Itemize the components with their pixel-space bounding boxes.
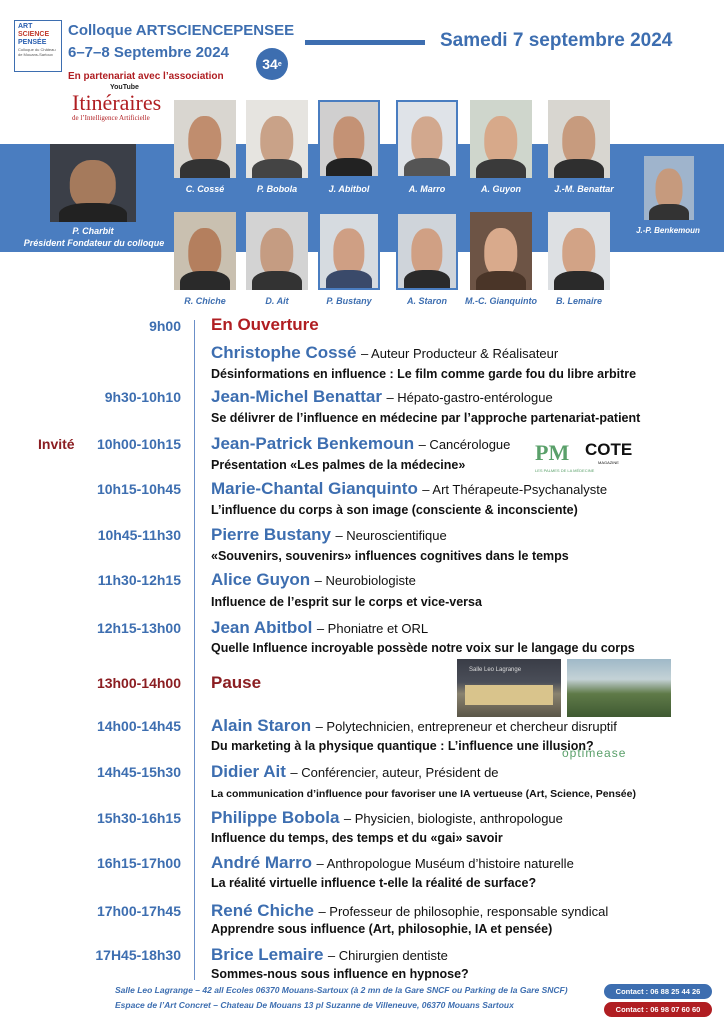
logo-line-pensee: PENSÉE [18,39,47,46]
speaker-photo [246,212,308,290]
session-time: 17h00-17h45 [96,903,181,919]
founder-role: Président Fondateur du colloque [23,238,165,248]
speaker-role: – Neurobiologiste [314,573,416,588]
talk-title: Influence du temps, des temps et du «gai» savoir [211,831,503,845]
venue-address-2: Espace de l’Art Concret – Chateau De Mouans 13 pl Suzanne de Villeneuve, 06370 Mouans Sartoux [115,1000,514,1010]
session-time: 10h15-10h45 [96,481,181,497]
session-time: 9h00 [149,318,181,334]
session-time: 11h30-12h15 [97,572,181,588]
speaker-photo [246,100,308,178]
speaker-role: – Cancérologue [418,437,511,452]
session-speaker [211,525,447,545]
speaker-role: – Phoniatre et ORL [316,621,429,636]
talk-title: L’influence du corps à son image (consciente & inconsciente) [211,503,578,517]
speaker-photo [644,156,694,220]
speaker-role: – Physicien, biologiste, anthropologue [343,811,563,826]
speaker-caption: J.-P. Benkemoun [636,226,700,235]
speaker-caption: B. Lemaire [555,296,603,306]
founder-name: P. Charbit [72,226,114,236]
talk-title: Influence de l’esprit sur le corps et vice-versa [211,595,482,609]
talk-title: Quelle Influence incroyable possède notre voix sur le langage du corps [211,641,635,655]
session-speaker [211,762,499,782]
partner-text: En partenariat avec l’association [68,71,224,82]
speaker-caption: P. Bobola [256,184,298,194]
speaker-caption: M.-C. Gianquinto [465,296,537,306]
header-rule [305,40,425,45]
speaker-role: – Professeur de philosophie, responsable syndical [318,904,609,919]
speaker-name: Marie-Chantal Gianquinto [211,479,418,498]
speaker-photo [396,100,458,178]
talk-title: Apprendre sous influence (Art, philosophie, IA et pensée) [211,922,553,936]
cote-magazine-sub: MAGAZINE [598,460,619,465]
edition-badge [256,48,288,80]
talk-title: Sommes-nous sous influence en hypnose? [211,967,469,981]
speaker-photo [318,100,380,178]
session-time: 12h15-13h00 [96,620,181,636]
session-speaker [211,716,617,736]
speaker-role: – Anthropologue Muséum d’histoire naturelle [316,856,574,871]
venue-sign: Salle Leo Lagrange [469,667,522,673]
edition-number: 34 [262,56,278,72]
speaker-photo [470,212,532,290]
speaker-photo [548,212,610,290]
speaker-name: André Marro [211,853,313,872]
contact-phone-2[interactable]: Contact : 06 98 07 60 60 [604,1002,712,1017]
talk-title: Présentation «Les palmes de la médecine» [211,458,466,472]
speaker-role: – Auteur Producteur & Réalisateur [360,346,559,361]
session-speaker [211,901,608,921]
session-speaker [211,808,563,828]
partner-logo: Itinéraires [72,90,162,115]
speaker-photo [174,212,236,290]
session-time: 10h45-11h30 [97,527,181,543]
speaker-caption: P. Bustany [326,296,372,306]
logo-line-art: ART [18,23,33,30]
venue-photo [457,659,561,717]
talk-title: La réalité virtuelle influence t-elle la réalité de surface? [211,876,537,890]
optimease-logo: optimease [562,746,627,760]
logo-line-science: SCIENCE [18,31,50,38]
session-speaker [211,618,428,638]
speaker-role: – Art Thérapeute-Psychanalyste [422,482,608,497]
speaker-photo [174,100,236,178]
speaker-name: Jean Abitbol [211,618,313,637]
talk-title: Du marketing à la physique quantique : L’influence une illusion? [211,739,594,753]
logo-line-sub: Colloque du Château de Mouans-Sartoux [18,47,56,57]
session-time: 15h30-16h15 [96,810,181,826]
speaker-name: René Chiche [211,901,314,920]
chateau-photo [567,659,671,717]
session-time: 17H45-18h30 [95,947,181,963]
session-heading [211,673,261,693]
pause-title: Pause [211,673,262,692]
session-heading [211,315,319,335]
invite-label: Invité [38,436,75,452]
session-speaker [211,479,607,499]
speaker-caption: A. Staron [406,296,447,306]
session-time: 13h00-14h00 [96,675,181,691]
colloque-title: Colloque ARTSCIENCEPENSEE [68,22,295,39]
contact-phone-1[interactable]: Contact : 06 88 25 44 26 [604,984,712,999]
colloque-dates: 6–7–8 Septembre 2024 [68,44,229,61]
speaker-role: – Neuroscientifique [335,528,447,543]
session-time: 16h15-17h00 [96,855,181,871]
venue-address-1: Salle Leo Lagrange – 42 all Ecoles 06370 Mouans-Sartoux (à 2 mn de la Gare SNCF ou Parking de la Gare SNCF) [115,985,568,995]
speaker-caption: A. Guyon [481,184,521,194]
cote-magazine-logo: COTE [585,440,633,459]
session-time: 14h00-14h45 [96,718,181,734]
speaker-role: – Conférencier, auteur, Président de [290,765,499,780]
edition-suffix: e [277,60,282,68]
speaker-caption: D. Ait [265,296,289,306]
speaker-name: Pierre Bustany [211,525,331,544]
speaker-name: Christophe Cossé [211,343,357,362]
speaker-name: Alice Guyon [211,570,311,589]
session-speaker [211,387,553,407]
partner-subtitle: de l’Intelligence Artificielle [72,114,150,122]
speaker-name: Didier Ait [211,762,286,781]
talk-title: La communication d’influence pour favoriser une IA vertueuse (Art, Science, Pensée) [211,788,636,800]
speaker-caption: A. Marro [408,184,446,194]
speaker-photo [470,100,532,178]
speaker-role: – Hépato-gastro-entérologue [386,390,553,405]
session-speaker [211,343,558,363]
speaker-name: Jean-Michel Benattar [211,387,382,406]
session-time: 14h45-15h30 [96,764,181,780]
speaker-caption: J. Abitbol [328,184,370,194]
speaker-role: – Polytechnicien, entrepreneur et chercheur disruptif [315,719,617,734]
venue-windows [465,685,553,705]
session-time: 10h00-10h15 [96,436,181,452]
speaker-caption: R. Chiche [184,296,226,306]
youtube-icon: YouTube [110,84,139,91]
session-speaker [211,434,510,454]
program-divider [194,320,195,980]
speaker-caption: J.-M. Benattar [554,184,614,194]
talk-title: «Souvenirs, souvenirs» influences cognitives dans le temps [211,549,569,563]
talk-title: Désinformations en influence : Le film comme garde fou du libre arbitre [211,367,637,381]
colloque-logo [14,20,62,72]
day-title: Samedi 7 septembre 2024 [440,30,673,51]
speaker-name: Brice Lemaire [211,945,324,964]
palmes-medecine-logo: PM [535,440,570,465]
session-time: 9h30-10h10 [104,389,181,405]
speaker-name: Jean-Patrick Benkemoun [211,434,415,453]
palmes-medecine-sub: LES PALMES DE LA MÉDECINE [535,468,595,473]
speaker-name: Philippe Bobola [211,808,340,827]
session-speaker [211,853,574,873]
speaker-photo [548,100,610,178]
speaker-name: Alain Staron [211,716,312,735]
speaker-caption: C. Cossé [185,184,225,194]
speaker-photo-founder [50,144,136,222]
speaker-photo [318,212,380,290]
session-title: En Ouverture [211,315,319,334]
session-speaker [211,945,448,965]
speaker-photo [396,212,458,290]
session-speaker [211,570,416,590]
speaker-role: – Chirurgien dentiste [327,948,448,963]
talk-title: Se délivrer de l’influence en médecine par l’approche partenariat-patient [211,411,641,425]
